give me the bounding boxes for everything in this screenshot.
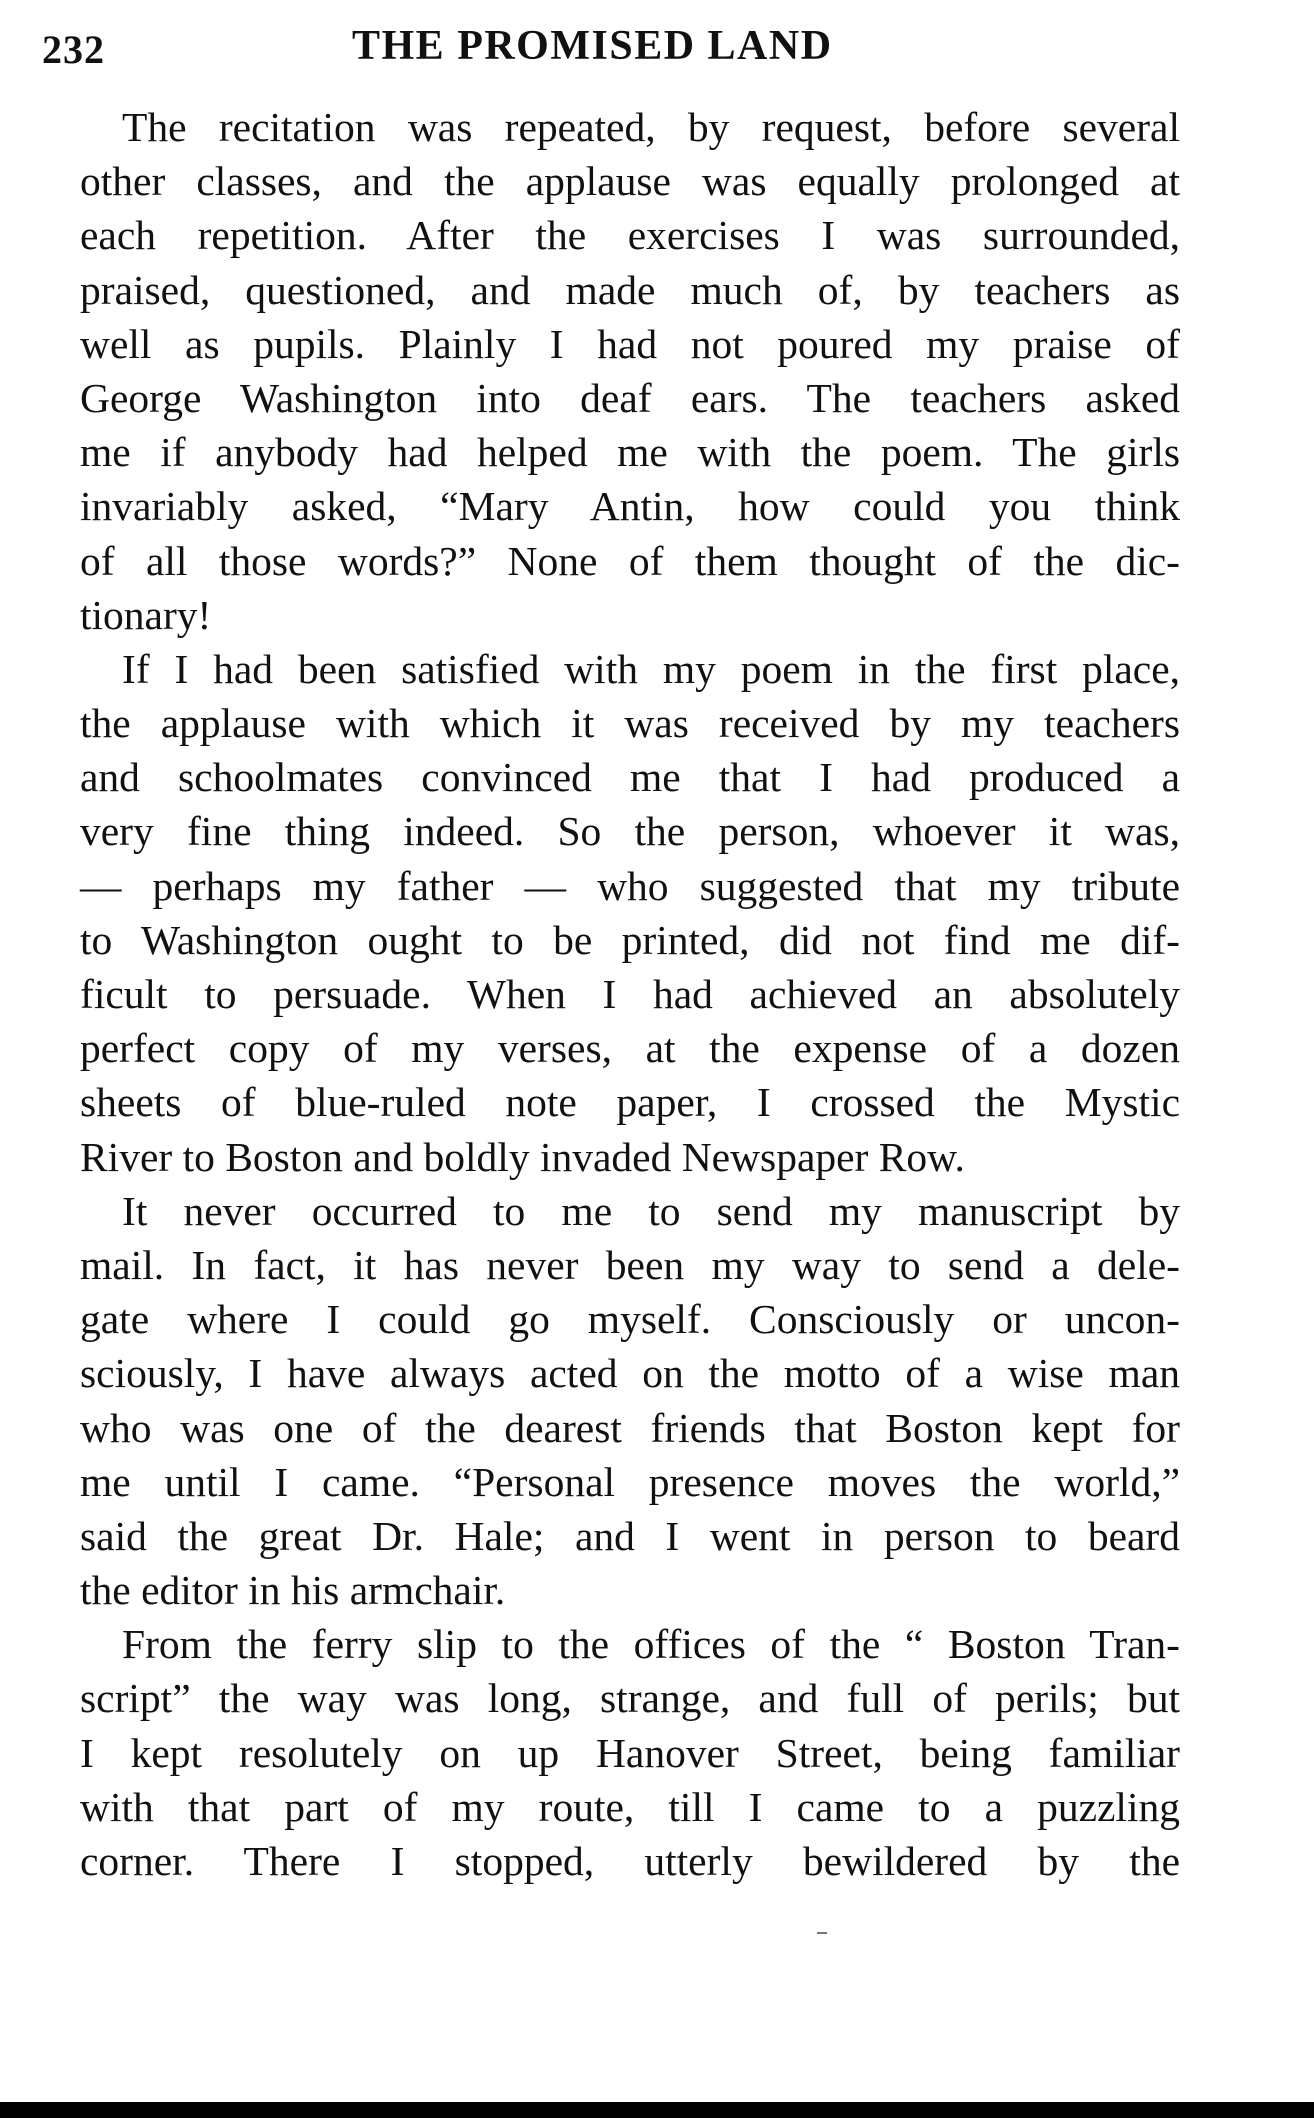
text-line: tionary!: [80, 591, 212, 638]
text-line: ficult to persuade. When I had achieved an absolutely: [80, 971, 1180, 1017]
text-line: script” the way was long, strange, and full of perils; but: [80, 1675, 1180, 1722]
text-line: — perhaps my father — who suggested that my tribute: [80, 862, 1180, 909]
text-line: me if anybody had helped me with the poem. The girls: [80, 429, 1180, 476]
text-line: sciously, I have always acted on the motto of a wise man: [80, 1350, 1180, 1397]
text-line: who was one of the dearest friends that Boston kept for: [80, 1404, 1180, 1451]
text-line: other classes, and the applause was equally prolonged at: [80, 158, 1180, 205]
text-line: mail. In fact, it has never been my way to send a dele-: [80, 1241, 1180, 1288]
text-line: corner. There I stopped, utterly bewildered by the: [80, 1838, 1180, 1884]
text-line: It never occurred to me to send my manuscript by: [122, 1187, 1180, 1234]
text-line: If I had been satisfied with my poem in the first place,: [122, 645, 1180, 692]
text-line: well as pupils. Plainly I had not poured my praise of: [80, 320, 1180, 367]
text-line: with that part of my route, till I came to a puzzling: [80, 1783, 1180, 1830]
page-number: 232: [42, 27, 105, 72]
text-line: each repetition. After the exercises I was surrounded,: [80, 212, 1180, 259]
text-line: the editor in his armchair.: [80, 1567, 506, 1614]
page-bottom-edge: [0, 2102, 1314, 2118]
text-line: praised, questioned, and made much of, by teachers as: [80, 266, 1180, 313]
text-line: perfect copy of my verses, at the expense of a dozen: [80, 1025, 1180, 1072]
text-line: From the ferry slip to the offices of the “ Boston Tran-: [122, 1621, 1180, 1668]
text-line: The recitation was repeated, by request, before several: [122, 104, 1180, 150]
text-line: of all those words?” None of them thought of the dic-: [80, 537, 1180, 584]
text-line: River to Boston and boldly invaded Newspaper Row.: [80, 1133, 965, 1180]
text-line: the applause with which it was received by my teachers: [80, 700, 1180, 747]
text-line: invariably asked, “Mary Antin, how could you think: [80, 483, 1180, 530]
text-line: gate where I could go myself. Consciously or uncon-: [80, 1296, 1180, 1343]
book-title: THE PROMISED LAND: [352, 23, 833, 69]
text-line: I kept resolutely on up Hanover Street, being familiar: [80, 1729, 1180, 1776]
body-text: [80, 100, 1180, 1888]
text-line: said the great Dr. Hale; and I went in person to beard: [80, 1512, 1180, 1559]
text-line: very fine thing indeed. So the person, whoever it was,: [80, 808, 1180, 855]
stray-print-mark: [817, 1932, 827, 1934]
running-head: [42, 22, 902, 82]
text-line: George Washington into deaf ears. The teachers asked: [80, 374, 1180, 421]
text-line: sheets of blue-ruled note paper, I crossed the Mystic: [80, 1079, 1180, 1126]
text-line: to Washington ought to be printed, did not find me dif-: [80, 916, 1180, 963]
text-line: and schoolmates convinced me that I had produced a: [80, 754, 1180, 801]
text-line: me until I came. “Personal presence moves the world,”: [80, 1458, 1180, 1505]
